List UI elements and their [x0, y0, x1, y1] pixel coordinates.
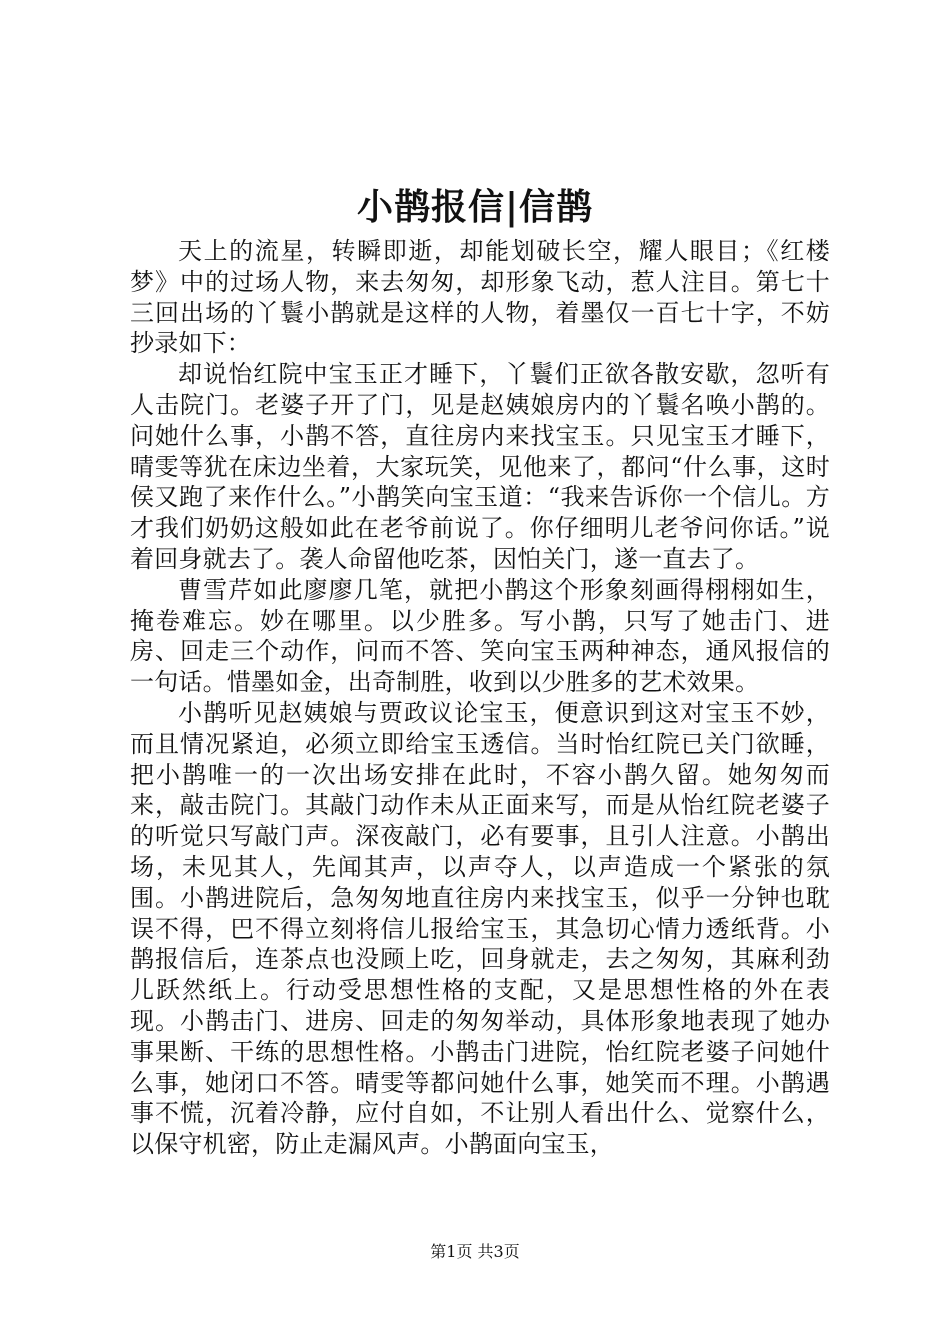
paragraph-1: 天上的流星，转瞬即逝，却能划破长空，耀人眼目；《红楼梦》中的过场人物，来去匆匆，却形象飞动，惹人注目。第七十三回出场的丫鬟小鹊就是这样的人物，着墨仅一百七十字，不妨抄录如下： [130, 237, 830, 358]
paragraph-3: 曹雪芹如此廖廖几笔，就把小鹊这个形象刻画得栩栩如生，掩卷难忘。妙在哪里。以少胜多。写小鹊，只写了她击门、进房、回走三个动作，问而不答、笑向宝玉两种神态，通风报信的一句话。惜墨如金，出奇制胜，收到以少胜多的艺术效果。 [130, 575, 830, 697]
page-title: 小鹊报信|信鹊 [356, 186, 594, 228]
paragraph-2: 却说怡红院中宝玉正才睡下，丫鬟们正欲各散安歇，忽听有人击院门。老婆子开了门，见是赵姨娘房内的丫鬟名唤小鹊的。问她什么事，小鹊不答，直往房内来找宝玉。只见宝玉才睡下，晴雯等犹在床边坐着，大家玩笑，见他来了，都问“什么事，这时侯又跑了来作什么。”小鹊笑向宝玉道：“我来告诉你一个信儿。方才我们奶奶这般如此在老爷前说了。你仔细明儿老爷问你话。”说着回身就去了。袭人命留他吃茶，因怕关门，遂一直去了。 [130, 360, 830, 573]
article-body [130, 236, 830, 1160]
page-number-footer: 第1页 共3页 [430, 1242, 520, 1261]
paragraph-4: 小鹊听见赵姨娘与贾政议论宝玉，便意识到这对宝玉不妙，而且情况紧迫，必须立即给宝玉透信。当时怡红院已关门欲睡，把小鹊唯一的一次出场安排在此时，不容小鹊久留。她匆匆而来，敲击院门。其敲门动作未从正面来写，而是从怡红院老婆子的听觉只写敲门声。深夜敲门，必有要事，且引人注意。小鹊出场，未见其人，先闻其声，以声夺人，以声造成一个紧张的氛围。小鹊进院后，急匆匆地直往房内来找宝玉，似乎一分钟也耽误不得，巴不得立刻将信儿报给宝玉，其急切心情力透纸背。小鹊报信后，连茶点也没顾上吃，回身就走，去之匆匆，其麻利劲儿跃然纸上。行动受思想性格的支配，又是思想性格的外在表现。小鹊击门、进房、回走的匆匆举动，具体形象地表现了她办事果断、干练的思想性格。小鹊击门进院，怡红院老婆子问她什么事，她闭口不答。晴雯等都问她什么事，她笑而不理。小鹊遇事不慌，沉着冷静，应付自如，不让别人看出什么、觉察什么，以保守机密，防止走漏风声。小鹊面向宝玉， [130, 698, 830, 1159]
